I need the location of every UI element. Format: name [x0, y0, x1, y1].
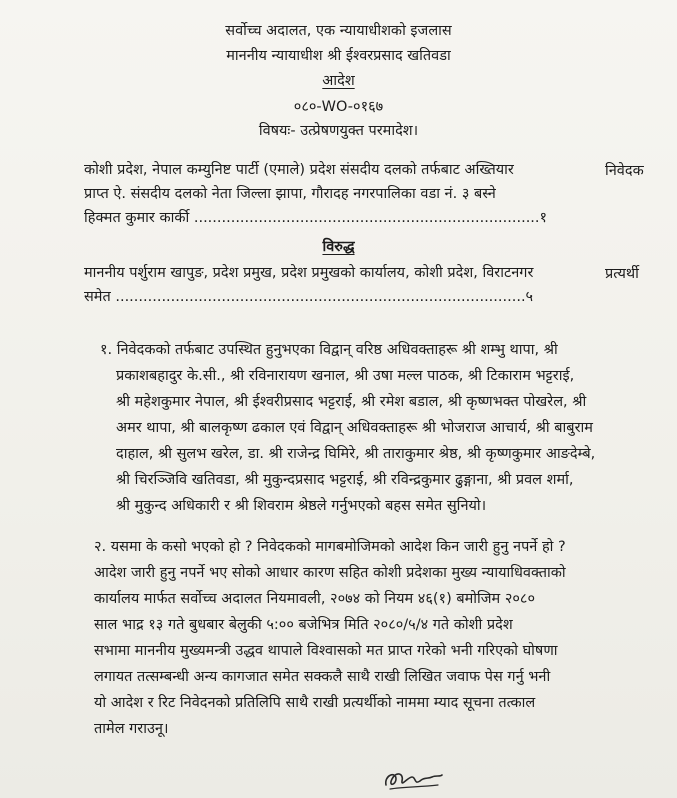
paragraph-line: १. निवेदकको तर्फबाट उपस्थित हुनुभएका विद्वान् वरिष्ठ अधिवक्ताहरू श्री शम्भु थापा, श्री [100, 342, 558, 358]
paragraph-line: श्री महेशकुमार नेपाल, श्री ईश्वरीप्रसाद भट्टराई, श्री रमेश बडाल, श्री कृष्णभक्त पोखरेल, श्री [116, 394, 587, 410]
paragraph-line: साल भाद्र १३ गते बुधबार बेलुकी ५:०० बजेभित्र मिति २०८०/५/४ गते कोशी प्रदेश [94, 617, 513, 633]
respondent-line: समेत .........................................................................................५ [84, 289, 534, 305]
judge-name: माननीय न्यायाधीश श्री ईश्वरप्रसाद खतिवडा [226, 48, 451, 64]
signature [380, 765, 446, 793]
versus-heading: विरुद्ध [322, 239, 355, 255]
paragraph-line: श्री मुकुन्द अधिकारी र श्री शिवराम श्रेष्ठले गर्नुभएको बहस समेत सुनियो। [116, 498, 487, 514]
paragraph-line: अमर थापा, श्री बालकृष्ण ढकाल एवं विद्वान् अधिवक्ताहरू श्री भोजराज आचार्य, श्री बाबुराम [116, 420, 593, 436]
petitioner-line: हिक्मत कुमार कार्की ...........................................................................१ [84, 210, 548, 226]
paragraph-line: कार्यालय मार्फत सर्वोच्च अदालत नियमावली, २०७४ को नियम ४६(१) बमोजिम २०८० [94, 591, 535, 607]
paragraph-line: प्रकाशबहादुर के.सी., श्री रविनारायण खनाल, श्री उषा मल्ल पाठक, श्री टिकाराम भट्टराई, [116, 368, 575, 384]
subject-line: विषयः- उत्प्रेषणयुक्त परमादेश। [258, 123, 419, 139]
petitioner-line: प्राप्त ऐ. संसदीय दलको नेता जिल्ला झापा, गौरादह नगरपालिका वडा नं. ३ बस्ने [84, 186, 496, 202]
paragraph-line: लगायत तत्सम्बन्धी अन्य कागजात समेत सक्कलै साथै राखी लिखित जवाफ पेस गर्नु भनी [94, 669, 551, 685]
paragraph-line: तामेल गराउनू। [94, 721, 169, 737]
paragraph-line: आदेश जारी हुनु नपर्ने भए सोको आधार कारण सहित कोशी प्रदेशका मुख्य न्यायाधिवक्ताको [94, 565, 566, 581]
order-heading: आदेश [322, 73, 355, 89]
paragraph-line: यो आदेश र रिट निवेदनको प्रतिलिपि साथै राखी प्रत्यर्थीको नाममा म्याद सूचना तत्काल [94, 695, 536, 711]
case-number: ०८०-WO-०१६७ [293, 99, 384, 115]
paragraph-line: श्री चिरञ्जिवि खतिवडा, श्री मुकुन्दप्रसाद भट्टराई, श्री रविन्द्रकुमार ढुङ्गाना, श्री प्रवल शर्मा, [116, 472, 574, 488]
petitioner-role: निवेदक [605, 163, 644, 179]
court-title: सर्वोच्च अदालत, एक न्यायाधीशको इजलास [225, 23, 452, 39]
paragraph-line: २. यसमा के कसो भएको हो ? निवेदकको मागबमोजिमको आदेश किन जारी हुनु नपर्ने हो ? [94, 539, 566, 555]
paragraph-line: दाहाल, श्री सुलभ खरेल, डा. श्री राजेन्द्र घिमिरे, श्री ताराकुमार श्रेष्ठ, श्री कृष्णकुमार आङदेम्बे, [116, 446, 596, 462]
respondent-role: प्रत्यर्थी [605, 266, 639, 282]
paragraph-line: सभामा माननीय मुख्यमन्त्री उद्धव थापाले विश्वासको मत प्राप्त गरेको भनी गरिएको घोषणा [94, 643, 558, 659]
petitioner-line: कोशी प्रदेश, नेपाल कम्युनिष्ट पार्टी (एमाले) प्रदेश संसदीय दलको तर्फबाट अख्तियार [84, 162, 514, 178]
respondent-line: माननीय पर्शुराम खापुङ, प्रदेश प्रमुख, प्रदेश प्रमुखको कार्यालय, कोशी प्रदेश, विराटनगर [84, 265, 534, 281]
